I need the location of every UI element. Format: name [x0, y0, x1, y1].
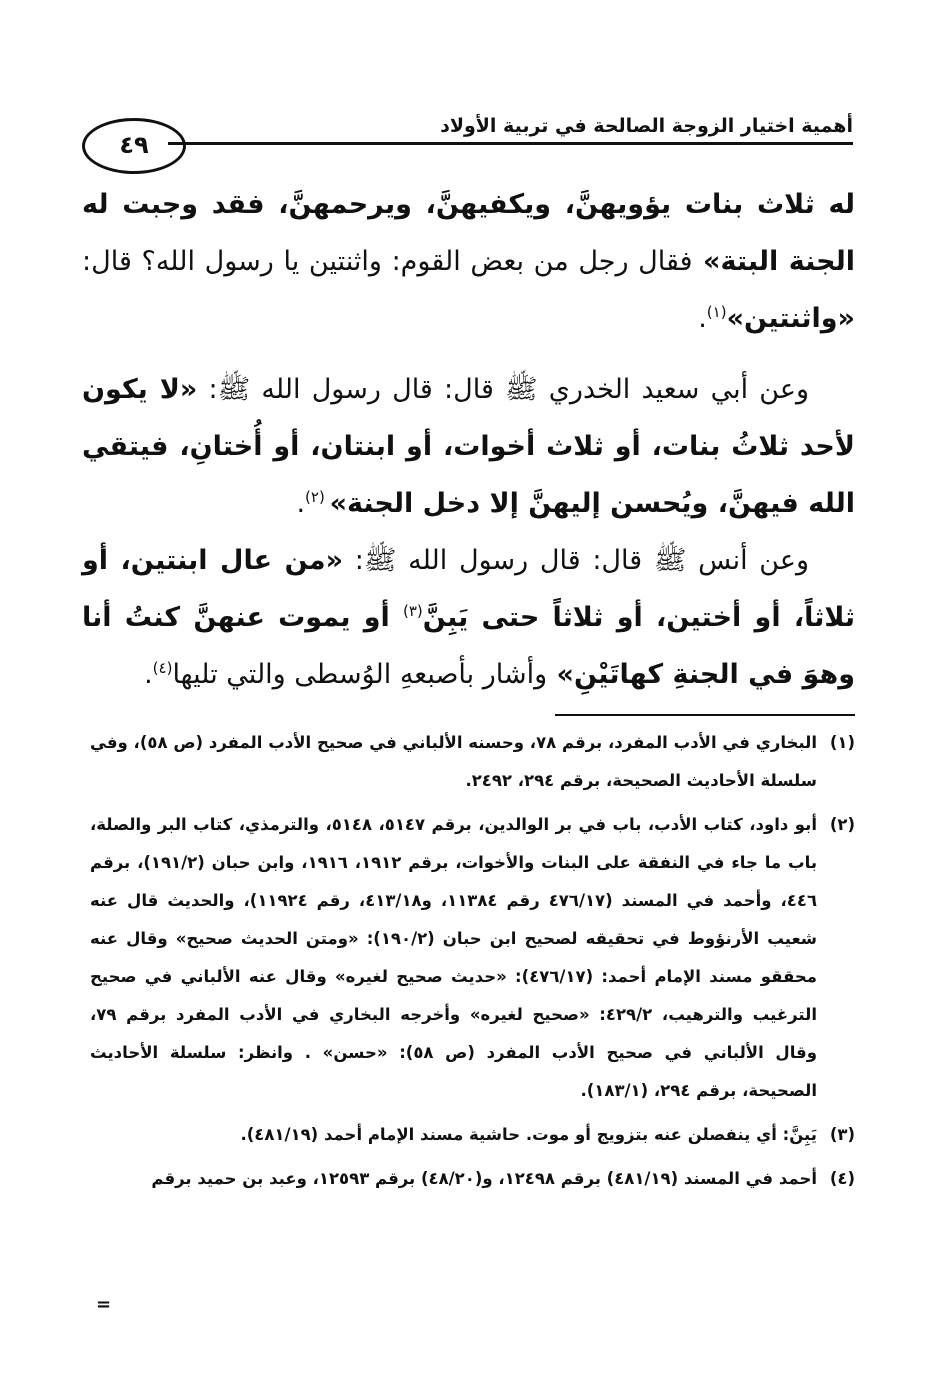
punctuation: .: [144, 659, 153, 690]
punctuation: .: [698, 303, 707, 334]
footnote-text: يَبِنَّ: أي ينفصلن عنه بتزويج أو موت. حاشية مسند الإمام أحمد (٤٨١/١٩).: [240, 1125, 817, 1144]
header-rule: [168, 142, 853, 145]
narration-text: وعن أنس ﷺ قال: قال رسول الله ﷺ:: [343, 545, 809, 576]
punctuation: .: [296, 488, 306, 519]
footnote-text: أحمد في المسند (٤٨١/١٩) برقم ١٢٤٩٨، و(٤٨/٢٠) برقم ١٢٥٩٣، وعبد بن حميد برقم: [151, 1169, 817, 1188]
page-number-oval: [82, 118, 186, 174]
paragraph-gap: [82, 347, 855, 361]
footnote-number: (٣): [829, 1125, 855, 1144]
hadith-text: «من عال ابنتين، أو ثلاثاً، أو أختين، أو ثلاثاً حتى يَبِنَّ: [82, 545, 855, 633]
footnote-ref-2[interactable]: (٢): [305, 488, 330, 506]
footnote-4: [90, 1160, 855, 1198]
hadith-text: أو يموت عنهنَّ كنتُ أنا وهوَ في الجنةِ كهاتَيْنِ»: [82, 602, 855, 690]
footnote-ref-4[interactable]: (٤): [152, 659, 173, 677]
footnote-3: [90, 1116, 855, 1154]
footnote-ref-3[interactable]: (٣): [403, 602, 423, 620]
narration-text: وأشار بأصبعهِ الوُسطى والتي تليها: [172, 659, 548, 690]
page-number: ٤٩: [119, 131, 149, 159]
narration-text: فقال رجل من بعض القوم: واثنتين يا رسول الله؟ قال:: [82, 246, 693, 277]
narration-text: وعن أبي سعيد الخدري ﷺ قال: قال رسول الله ﷺ:: [197, 374, 809, 405]
footnote-1: [90, 724, 855, 800]
hadith-text: «لا يكون لأحد ثلاثُ بنات، أو ثلاث أخوات، أو ابنتان، أو أُختانِ، فيتقي الله فيهنَّ، ويُحسن إليهنَّ إلا دخل الجنة»: [82, 374, 855, 519]
paragraph-1: [82, 176, 855, 347]
footnote-text: أبو داود، كتاب الأدب، باب في بر الوالدين، برقم ٥١٤٧، ٥١٤٨، والترمذي، كتاب البر والصلة، باب ما جاء في النفقة على البنات والأخوات، برقم ١٩١٢، ١٩١٦، وابن حبان (١٩١/٢)، برقم ٤٤٦، وأحمد في المسند (٤٧٦/١٧ رقم ١١٣٨٤، و٤١٣/١٨، رقم ١١٩٢٤)، والحديث قال عنه شعيب الأرنؤوط في تحقيقه لصحيح ابن حبان (١٩٠/٢): «ومتن الحديث صحيح» وقال عنه محققو مسند الإمام أحمد: (٤٧٦/١٧): «حديث صحيح لغيره» وقال عنه الألباني في صحيح الترغيب والترهيب، ٤٢٩/٢: «صحيح لغيره» وأخرجه البخاري في الأدب المفرد برقم ٧٩، وقال الألباني في صحيح الأدب المفرد (ص ٥٨): «حسن» . وانظر: سلسلة الأحاديث الصحيحة، برقم ٢٩٤، (١٨٣/١).: [90, 815, 818, 1100]
hadith-text: «واثنتين»: [726, 303, 855, 334]
footnote-number: (٢): [829, 815, 856, 834]
footnote-text: البخاري في الأدب المفرد، برقم ٧٨، وحسنه الألباني في صحيح الأدب المفرد (ص ٥٨)، وفي سلسلة الأحاديث الصحيحة، برقم ٢٩٤، ٢٤٩٢.: [90, 733, 817, 790]
footnote-separator: [555, 714, 855, 716]
footnote-ref-1[interactable]: (١): [706, 303, 727, 321]
paragraph-3: [82, 532, 855, 703]
footnote-2: [90, 806, 855, 1110]
footnote-number: (٤): [829, 1169, 855, 1188]
footnote-number: (١): [829, 733, 855, 752]
running-header-title: أهمية اختيار الزوجة الصالحة في تربية الأولاد: [440, 115, 853, 137]
paragraph-2: [82, 361, 855, 532]
hadith-text: له ثلاث بنات يؤويهنَّ، ويكفيهنَّ، ويرحمهنَّ، فقد وجبت له الجنة البتة»: [82, 189, 855, 277]
main-text: [82, 176, 855, 703]
continuation-mark: =: [96, 1294, 112, 1315]
footnotes-section: [90, 724, 855, 1204]
